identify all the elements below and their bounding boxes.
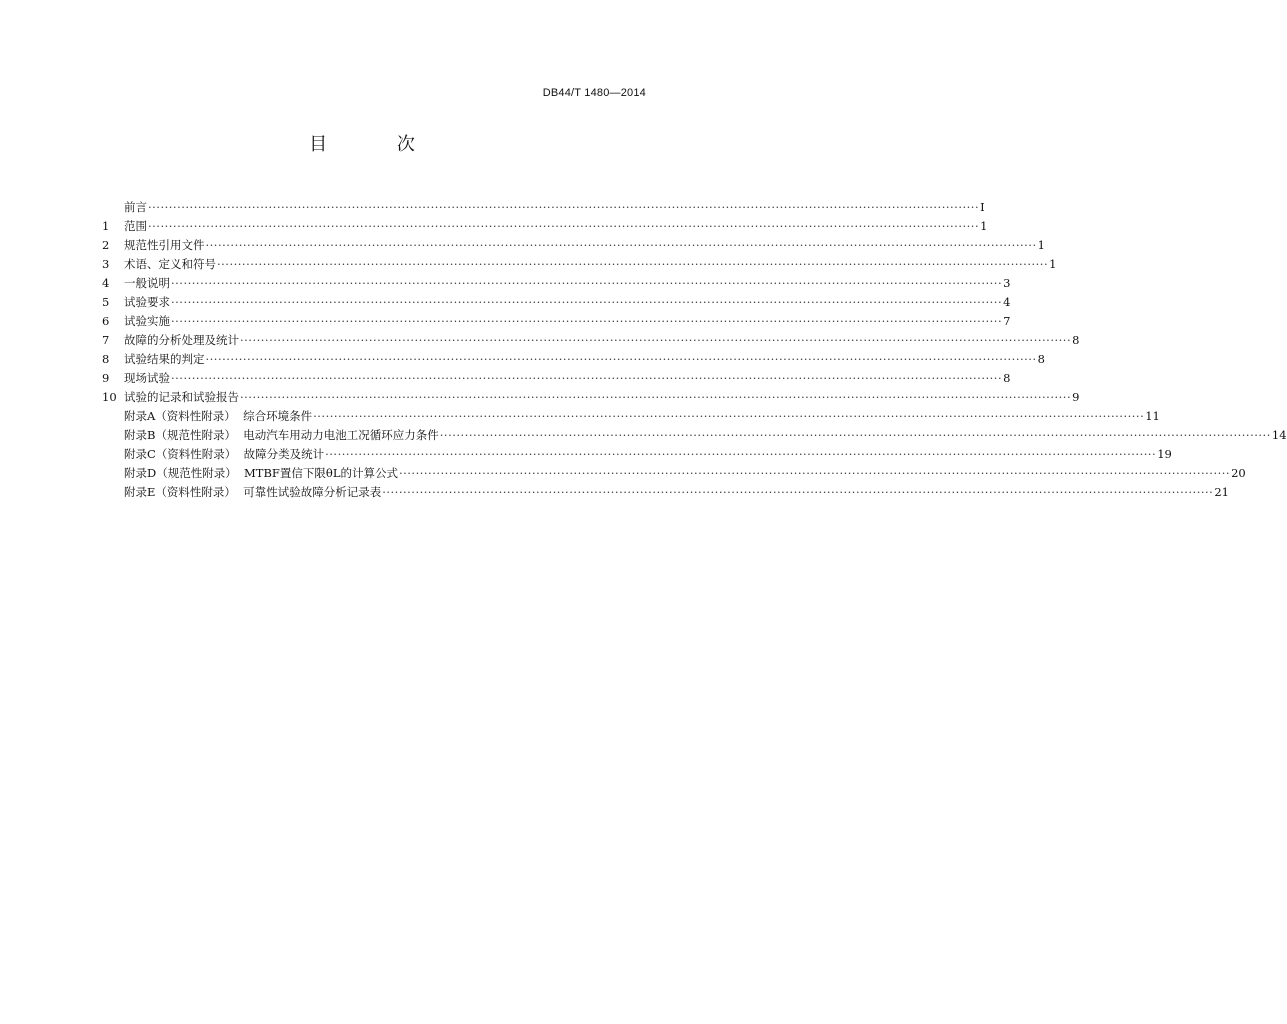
toc-entry[interactable]: [102, 464, 1246, 483]
toc-entry-page: 4: [1003, 295, 1011, 309]
dot-leader: ········································································································································································································: [439, 428, 1271, 442]
toc-entry-number: 7: [102, 333, 110, 347]
toc-entry-page: 1: [1049, 257, 1057, 271]
dot-leader: ········································································································································································································: [205, 352, 1037, 366]
toc-entry[interactable]: [102, 293, 1011, 312]
toc-entry-label: 试验要求: [124, 295, 170, 309]
dot-leader: ········································································································································································································: [171, 276, 1003, 290]
table-of-contents: [102, 198, 1287, 502]
dot-leader: ········································································································································································································: [148, 219, 980, 233]
toc-entry-page: 19: [1157, 447, 1172, 461]
toc-entry-page: 8: [1072, 333, 1080, 347]
toc-entry[interactable]: [102, 426, 1287, 445]
toc-entry-number: 8: [102, 352, 110, 366]
toc-entry-label: 附录B（规范性附录） 电动汽车用动力电池工况循环应力条件: [124, 428, 439, 442]
toc-entry-label: 附录E（资料性附录） 可靠性试验故障分析记录表: [124, 485, 382, 499]
dot-leader: ········································································································································································································: [171, 295, 1003, 309]
dot-leader: ········································································································································································································: [148, 200, 980, 214]
toc-entry[interactable]: [102, 350, 1045, 369]
toc-entry-page: 8: [1003, 371, 1011, 385]
toc-entry[interactable]: [102, 483, 1229, 502]
toc-entry-page: 20: [1231, 466, 1246, 480]
toc-entry-page: 21: [1214, 485, 1229, 499]
toc-entry-page: 14: [1271, 428, 1287, 442]
toc-entry-label: 故障的分析处理及统计: [124, 333, 239, 347]
toc-entry-number: 6: [102, 314, 110, 328]
toc-entry[interactable]: [102, 217, 988, 236]
page-title: 目 次: [309, 134, 447, 155]
toc-entry-label: 附录D（规范性附录） MTBF置信下限θL的计算公式: [124, 466, 398, 480]
dot-leader: ········································································································································································································: [398, 466, 1231, 480]
toc-entry[interactable]: [102, 198, 985, 217]
standard-number: DB44/T 1480—2014: [542, 87, 646, 99]
dot-leader: ········································································································································································································: [171, 314, 1003, 328]
toc-entry-label: 一般说明: [124, 276, 170, 290]
toc-entry-label: 附录A（资料性附录） 综合环境条件: [124, 409, 313, 423]
toc-entry[interactable]: [102, 369, 1011, 388]
toc-entry[interactable]: [102, 236, 1045, 255]
toc-entry-page: 3: [1003, 276, 1011, 290]
toc-entry-label: 试验结果的判定: [124, 352, 205, 366]
toc-entry-label: 规范性引用文件: [124, 238, 205, 252]
toc-entry-label: 现场试验: [124, 371, 170, 385]
toc-entry[interactable]: [102, 312, 1011, 331]
dot-leader: ········································································································································································································: [240, 333, 1072, 347]
toc-entry-label: 术语、定义和符号: [124, 257, 216, 271]
toc-entry-label: 附录C（资料性附录） 故障分类及统计: [124, 447, 325, 461]
toc-entry[interactable]: [102, 407, 1160, 426]
toc-entry[interactable]: [102, 274, 1011, 293]
toc-entry[interactable]: [102, 388, 1080, 407]
dot-leader: ········································································································································································································: [217, 257, 1049, 271]
toc-entry-page: 8: [1037, 352, 1045, 366]
toc-entry[interactable]: [102, 445, 1172, 464]
dot-leader: ········································································································································································································: [205, 238, 1037, 252]
toc-entry-page: 9: [1072, 390, 1080, 404]
toc-entry-number: 9: [102, 371, 110, 385]
toc-entry[interactable]: [102, 331, 1080, 350]
toc-entry-page: 11: [1145, 409, 1160, 423]
toc-entry-number: 5: [102, 295, 110, 309]
toc-entry[interactable]: [102, 255, 1057, 274]
dot-leader: ········································································································································································································: [325, 447, 1157, 461]
toc-entry-page: 7: [1003, 314, 1011, 328]
toc-entry-label: 前言: [124, 200, 147, 214]
toc-entry-page: 1: [1037, 238, 1045, 252]
toc-entry-label: 试验实施: [124, 314, 170, 328]
dot-leader: ········································································································································································································: [171, 371, 1003, 385]
dot-leader: ········································································································································································································: [313, 409, 1145, 423]
toc-entry-number: 3: [102, 257, 110, 271]
toc-entry-page: 1: [980, 219, 988, 233]
toc-entry-label: 范围: [124, 219, 147, 233]
toc-entry-number: 10: [102, 390, 117, 404]
toc-entry-label: 试验的记录和试验报告: [124, 390, 239, 404]
toc-entry-number: 4: [102, 276, 110, 290]
toc-entry-page: I: [980, 200, 985, 214]
toc-entry-number: 2: [102, 238, 110, 252]
toc-entry-number: 1: [102, 219, 110, 233]
dot-leader: ········································································································································································································: [382, 485, 1214, 499]
dot-leader: ········································································································································································································: [240, 390, 1072, 404]
